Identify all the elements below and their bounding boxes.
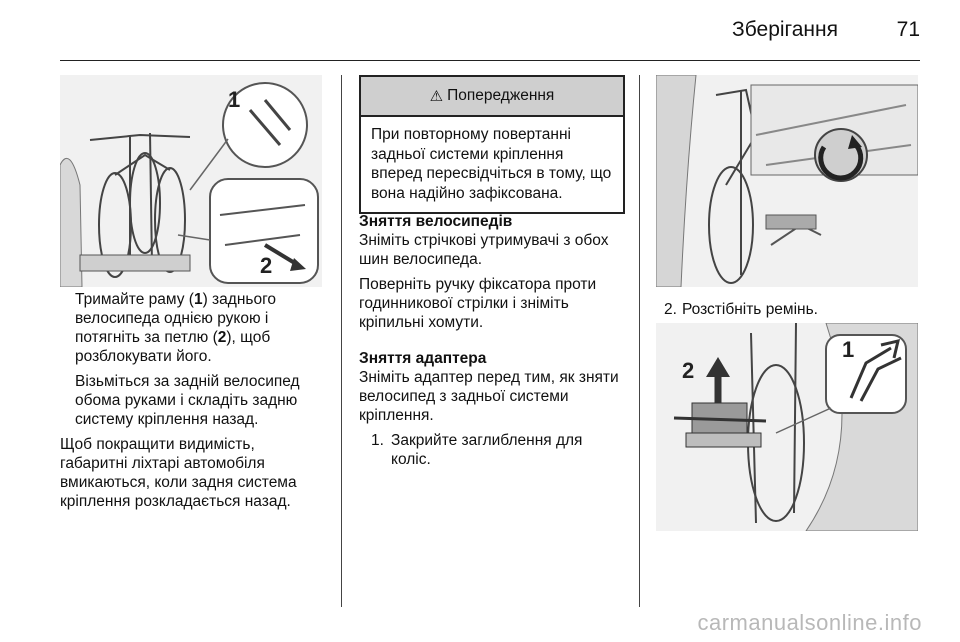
figure-callout-1-strap: 1 xyxy=(842,337,855,362)
warning-triangle-icon: ⚠ xyxy=(429,88,444,105)
step-1-text: Закрийте заглиблення для коліс. xyxy=(391,432,583,468)
figure-callout-1: 1 xyxy=(228,87,241,112)
warning-title: Попередження xyxy=(447,87,555,104)
figure-strap-release xyxy=(656,323,918,531)
figure-callout-2: 2 xyxy=(260,253,273,278)
step-2-number: 2. xyxy=(664,301,677,318)
step-1 xyxy=(359,431,625,469)
column-3-text xyxy=(664,300,924,319)
step-1-number: 1. xyxy=(371,432,384,449)
warning-text: При повторному повертанні задньої системи кріплення вперед пересвідчіться в тому, що вона надійно зафіксована. xyxy=(371,126,612,202)
page-number: 71 xyxy=(896,18,920,41)
column-divider-2 xyxy=(639,75,640,607)
page-header xyxy=(0,0,960,60)
section-heading-remove-adapter: Зняття адаптера xyxy=(359,350,487,367)
column-1-text xyxy=(60,290,322,511)
column-2-text xyxy=(359,212,625,469)
figure-wheel-recess xyxy=(656,75,918,287)
warning-box xyxy=(359,75,625,214)
figure-bike-carrier-unlock-drawing xyxy=(60,75,322,287)
section-heading-remove-bikes: Зняття велосипедів xyxy=(359,213,513,230)
instruction-remove-straps: Зніміть стрічкові утримувачі з обох шин велосипеда. xyxy=(359,232,609,268)
instruction-turn-knob: Поверніть ручку фіксатора проти годинникової стрілки і зніміть кріпильні хомути. xyxy=(359,276,597,331)
page-title: Зберігання xyxy=(732,18,838,41)
instruction-release-frame: Тримайте раму (1) заднього велосипеда однією рукою і потягніть за петлю (2), щоб розблокувати його. xyxy=(75,291,277,365)
instruction-remove-adapter: Зніміть адаптер перед тим, як зняти велосипед з задньої системи кріплення. xyxy=(359,369,619,424)
header-rule xyxy=(60,60,920,61)
figure-callout-2-strap: 2 xyxy=(682,358,695,383)
note-visibility: Щоб покращити видимість, габаритні ліхтарі автомобіля вмикаються, коли задня система кріплення розкладається назад. xyxy=(60,436,297,510)
watermark: carmanualsonline.info xyxy=(697,610,922,635)
warning-header xyxy=(361,77,623,117)
instruction-fold-back: Візьміться за задній велосипед обома руками і складіть задню систему кріплення назад. xyxy=(75,373,300,428)
figure-strap-release-drawing xyxy=(656,323,918,531)
column-divider-1 xyxy=(341,75,342,607)
figure-wheel-recess-drawing xyxy=(656,75,918,287)
figure-bike-carrier-unlock xyxy=(60,75,322,287)
step-2-text: Розстібніть ремінь. xyxy=(682,301,818,318)
step-2 xyxy=(664,300,924,319)
